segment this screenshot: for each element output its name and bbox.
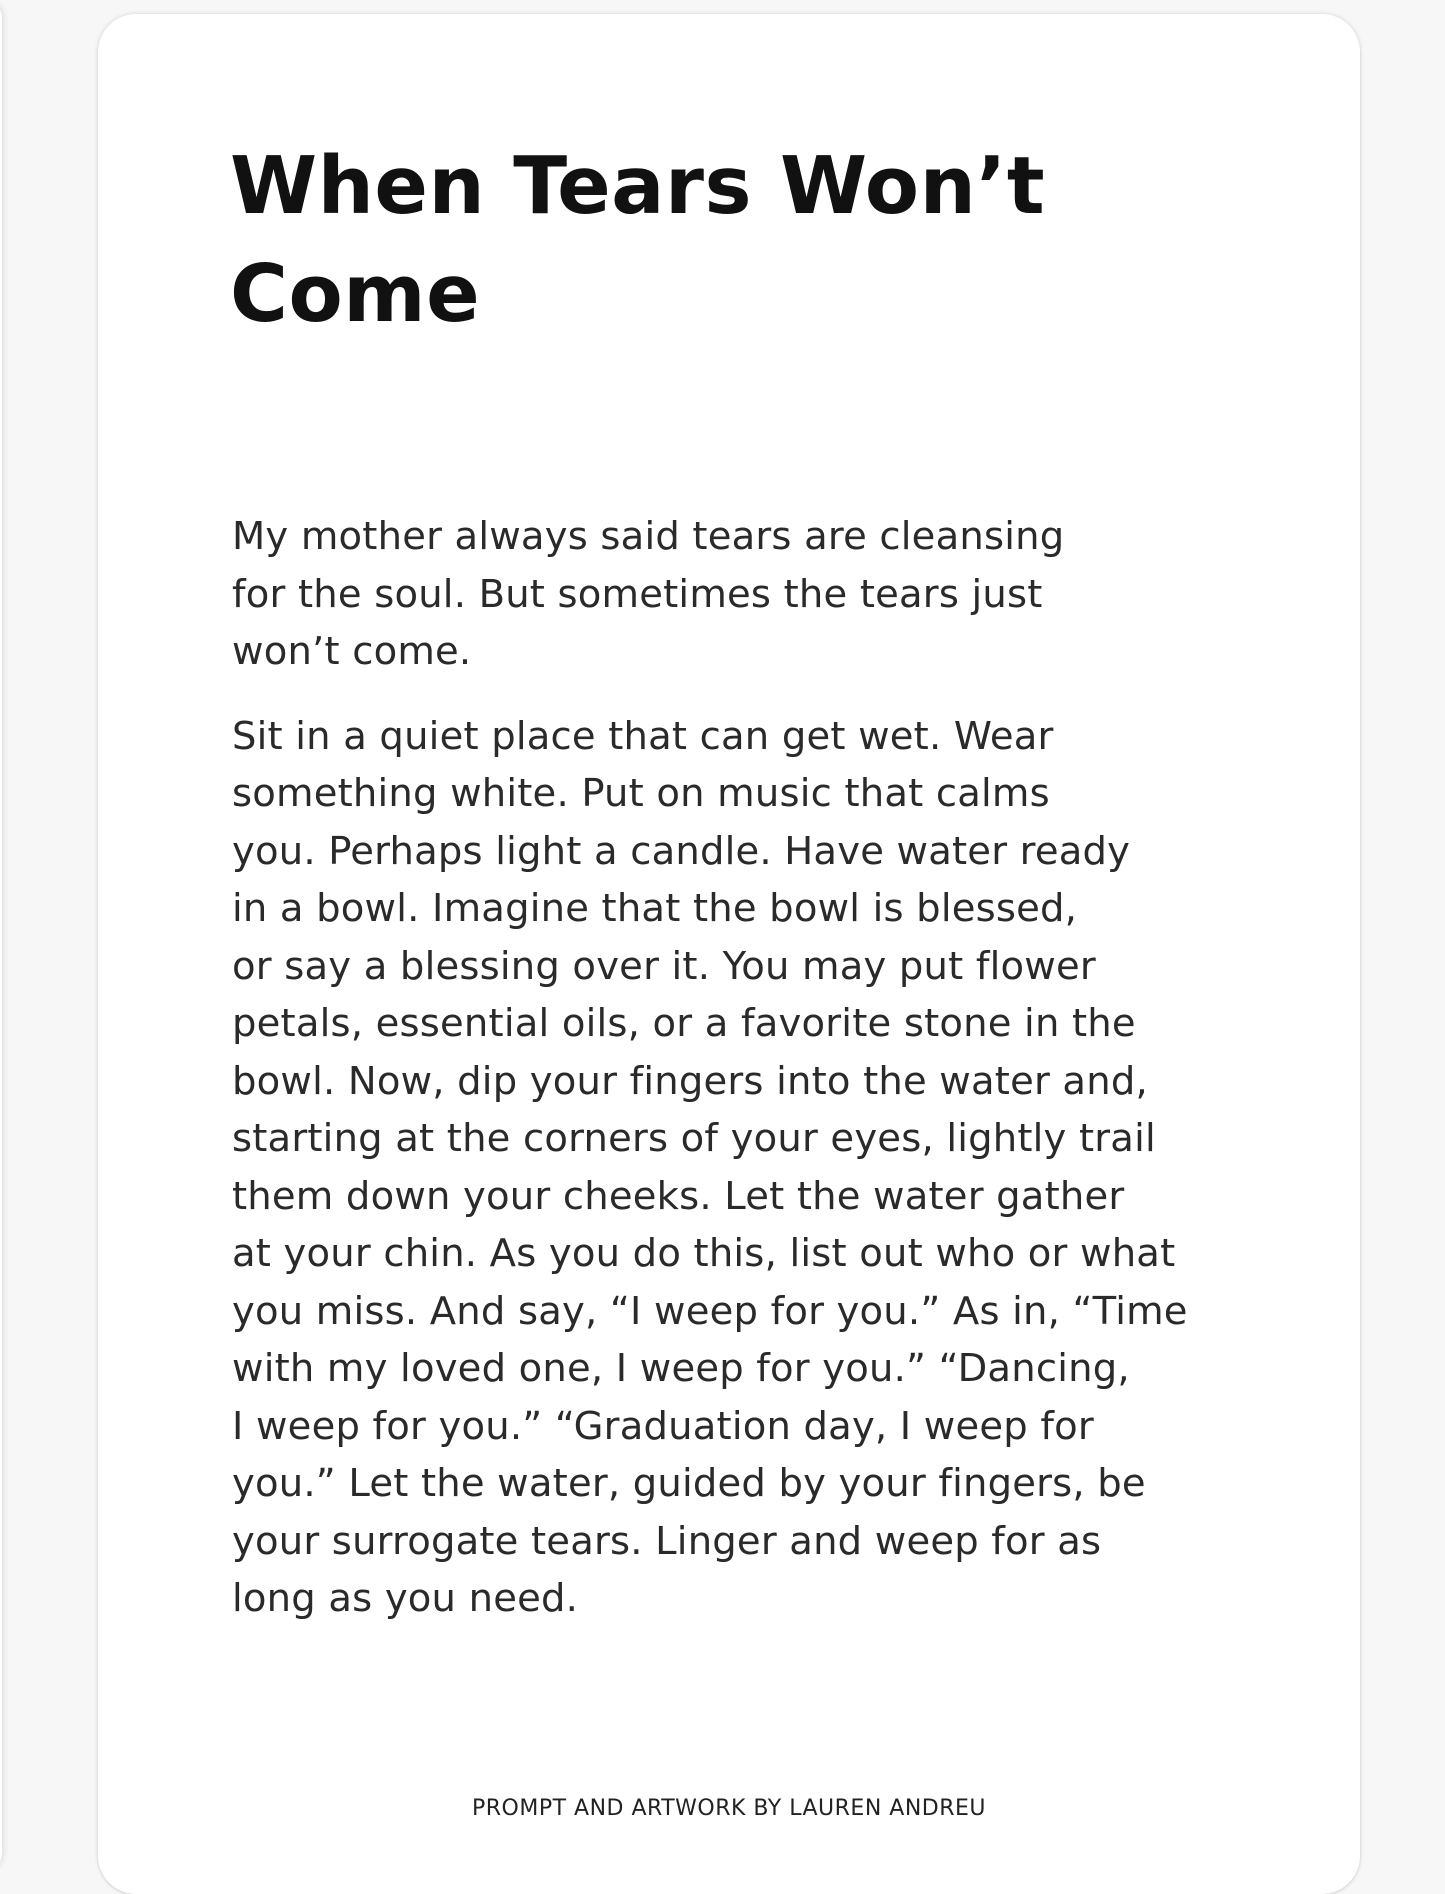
card-body	[232, 508, 1252, 1628]
title-line: When Tears Won’t	[230, 140, 1046, 232]
text-line: something white. Put on music that calms	[232, 771, 1050, 816]
text-line: with my loved one, I weep for you.” “Dancing,	[232, 1346, 1130, 1391]
text-line: in a bowl. Imagine that the bowl is blessed,	[232, 886, 1078, 931]
text-line: or say a blessing over it. You may put flower	[232, 943, 1096, 989]
prompt-card	[98, 14, 1360, 1894]
text-line: petals, essential oils, or a favorite stone in the	[232, 1001, 1136, 1046]
text-line: at your chin. As you do this, list out who or what	[232, 1231, 1176, 1276]
text-line: bowl. Now, dip your fingers into the water and,	[232, 1058, 1148, 1104]
text-line: won’t come.	[232, 629, 472, 674]
adjacent-card-edge	[0, 0, 2, 1871]
text-line: starting at the corners of your eyes, lightly trail	[232, 1116, 1156, 1161]
text-line: your surrogate tears. Linger and weep for as	[232, 1518, 1102, 1564]
intro-paragraph	[232, 508, 1252, 681]
text-line: for the soul. But sometimes the tears just	[232, 571, 1043, 617]
card-title	[230, 132, 1130, 348]
text-line: you. Perhaps light a candle. Have water ready	[232, 828, 1131, 874]
text-line: Sit in a quiet place that can get wet. Wear	[232, 713, 1054, 759]
text-line: them down your cheeks. Let the water gather	[232, 1173, 1125, 1219]
text-line: I weep for you.” “Graduation day, I weep for	[232, 1403, 1094, 1449]
credit-line: PROMPT AND ARTWORK BY LAUREN ANDREU	[471, 1796, 987, 1821]
instructions-paragraph	[232, 708, 1252, 1628]
title-line: Come	[230, 248, 481, 340]
text-line: My mother always said tears are cleansing	[232, 514, 1065, 559]
text-line: you miss. And say, “I weep for you.” As in, “Time	[232, 1288, 1188, 1334]
text-line: you.” Let the water, guided by your fingers, be	[232, 1461, 1146, 1506]
text-line: long as you need.	[232, 1576, 579, 1621]
